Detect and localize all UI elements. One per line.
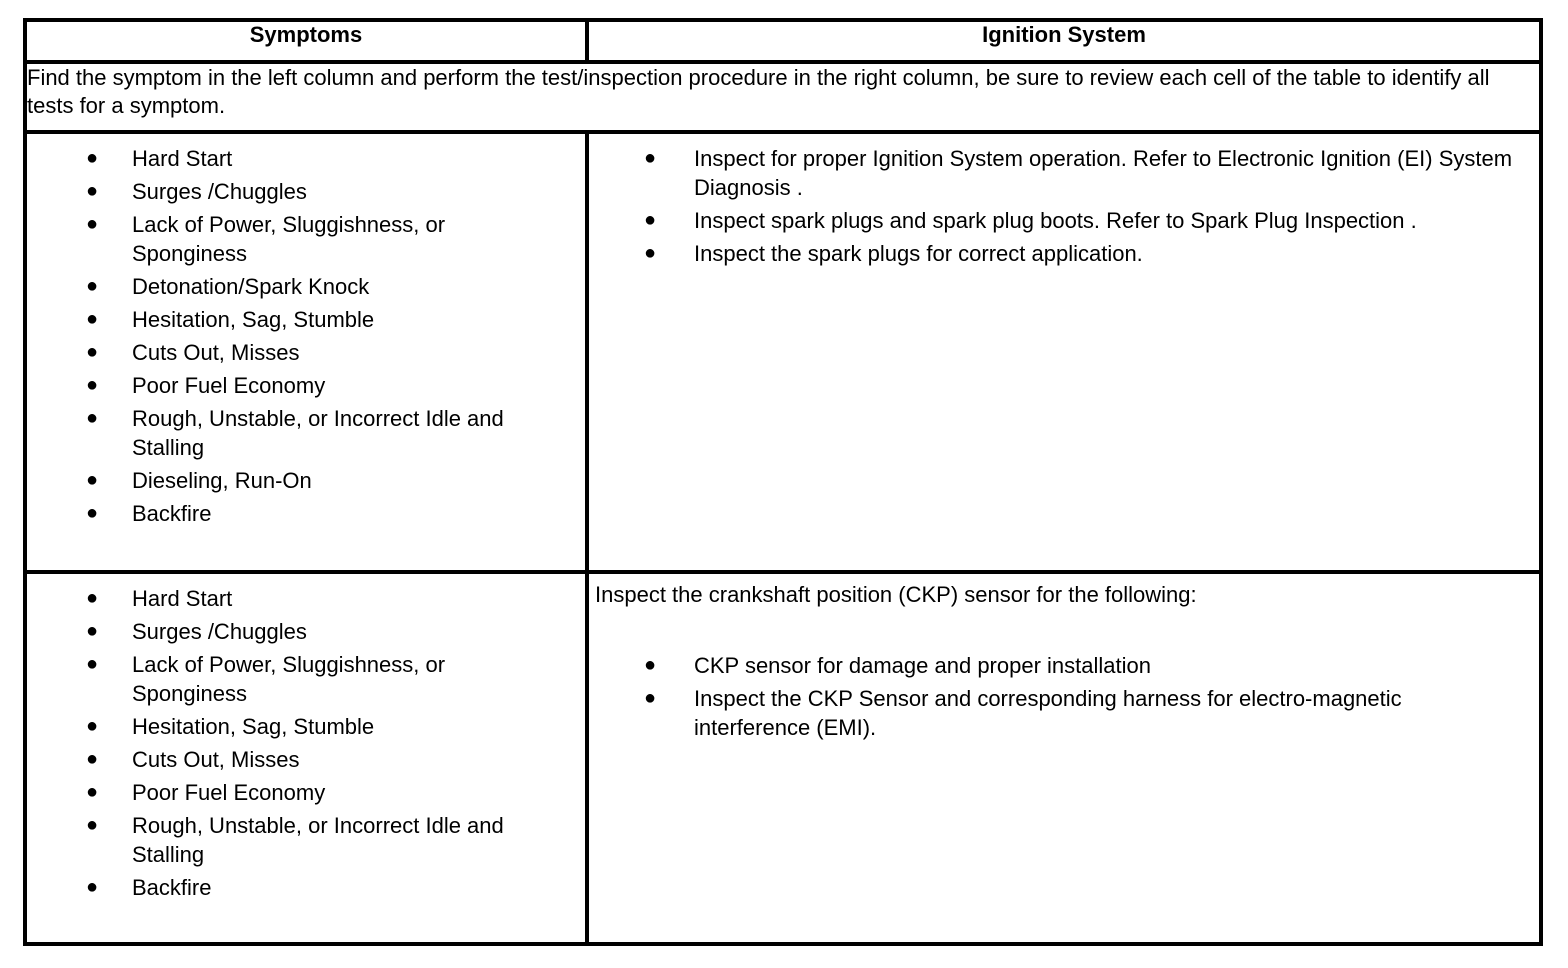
symptom-item xyxy=(86,466,565,495)
bullet-icon: ● xyxy=(86,275,99,297)
symptom-item-text: Hesitation, Sag, Stumble xyxy=(132,307,375,332)
symptom-item xyxy=(86,144,565,173)
symptom-item-text: Cuts Out, Misses xyxy=(132,747,300,772)
table-row xyxy=(25,572,1541,944)
procedure-item xyxy=(644,206,1523,235)
bullet-icon: ● xyxy=(86,502,99,524)
symptom-item xyxy=(86,305,565,334)
procedure-item-text: Inspect the CKP Sensor and corresponding harness for electro-magnetic interference (EMI). xyxy=(694,686,1402,740)
symptom-item-text: Surges /Chuggles xyxy=(132,619,307,644)
symptom-item xyxy=(86,177,565,206)
symptom-item-text: Lack of Power, Sluggishness, or Sponginess xyxy=(132,212,446,266)
bullet-icon: ● xyxy=(86,180,99,202)
procedure-item-text: Inspect for proper Ignition System operation. Refer to Electronic Ignition (EI) System Diagnosis . xyxy=(694,146,1513,200)
table-header-row xyxy=(25,20,1541,62)
table-row xyxy=(25,132,1541,572)
procedure-cell xyxy=(587,132,1541,572)
bullet-icon: ● xyxy=(86,469,99,491)
symptom-item-text: Backfire xyxy=(132,875,212,900)
bullet-icon: ● xyxy=(644,242,657,264)
bullet-icon: ● xyxy=(644,209,657,231)
symptom-item xyxy=(86,371,565,400)
symptom-item xyxy=(86,617,565,646)
symptom-item xyxy=(86,404,565,462)
symptom-list xyxy=(27,134,585,528)
symptom-item-text: Detonation/Spark Knock xyxy=(132,274,370,299)
symptom-item-text: Cuts Out, Misses xyxy=(132,340,300,365)
diagnostic-table xyxy=(23,18,1543,946)
procedure-item-text: Inspect spark plugs and spark plug boots. Refer to Spark Plug Inspection . xyxy=(694,208,1417,233)
symptom-item xyxy=(86,712,565,741)
bullet-icon: ● xyxy=(86,814,99,836)
bullet-icon: ● xyxy=(86,653,99,675)
symptom-item-text: Backfire xyxy=(132,501,212,526)
symptom-item xyxy=(86,338,565,367)
symptoms-cell xyxy=(25,132,587,572)
symptom-item xyxy=(86,811,565,869)
symptom-item xyxy=(86,499,565,528)
procedure-list xyxy=(589,134,1539,268)
procedure-item xyxy=(644,684,1523,742)
bullet-icon: ● xyxy=(86,374,99,396)
bullet-icon: ● xyxy=(86,213,99,235)
symptom-item-text: Hesitation, Sag, Stumble xyxy=(132,714,375,739)
symptom-item-text: Rough, Unstable, or Incorrect Idle and Stalling xyxy=(132,813,504,867)
bullet-icon: ● xyxy=(86,620,99,642)
bullet-icon: ● xyxy=(86,715,99,737)
symptom-item xyxy=(86,584,565,613)
procedure-item xyxy=(644,651,1523,680)
symptom-item xyxy=(86,873,565,902)
procedure-item xyxy=(644,144,1523,202)
bullet-icon: ● xyxy=(86,308,99,330)
bullet-icon: ● xyxy=(644,687,657,709)
bullet-icon: ● xyxy=(86,341,99,363)
symptom-list xyxy=(27,574,585,902)
symptom-item-text: Surges /Chuggles xyxy=(132,179,307,204)
symptom-item-text: Hard Start xyxy=(132,146,233,171)
symptoms-cell xyxy=(25,572,587,944)
ignition-system-column-header: Ignition System xyxy=(587,20,1541,62)
procedure-list xyxy=(589,609,1539,742)
symptom-item-text: Hard Start xyxy=(132,586,233,611)
symptom-item-text: Rough, Unstable, or Incorrect Idle and Stalling xyxy=(132,406,504,460)
intro-instructions: Find the symptom in the left column and perform the test/inspection procedure in the right column, be sure to review each cell of the table to identify all tests for a symptom. xyxy=(25,62,1541,132)
bullet-icon: ● xyxy=(86,407,99,429)
bullet-icon: ● xyxy=(86,587,99,609)
procedure-item-text: Inspect the spark plugs for correct application. xyxy=(694,241,1143,266)
bullet-icon: ● xyxy=(644,654,657,676)
procedure-item-text: CKP sensor for damage and proper installation xyxy=(694,653,1151,678)
procedure-cell xyxy=(587,572,1541,944)
ckp-intro-text: Inspect the crankshaft position (CKP) sensor for the following: xyxy=(595,582,1197,607)
symptom-item-text: Poor Fuel Economy xyxy=(132,373,326,398)
symptom-item-text: Dieseling, Run-On xyxy=(132,468,312,493)
symptoms-column-header: Symptoms xyxy=(25,20,587,62)
symptom-item xyxy=(86,650,565,708)
procedure-item xyxy=(644,239,1523,268)
bullet-icon: ● xyxy=(86,748,99,770)
bullet-icon: ● xyxy=(86,781,99,803)
intro-row xyxy=(25,62,1541,132)
bullet-icon: ● xyxy=(644,147,657,169)
symptom-item xyxy=(86,210,565,268)
symptom-item xyxy=(86,778,565,807)
symptom-item xyxy=(86,272,565,301)
symptom-item-text: Poor Fuel Economy xyxy=(132,780,326,805)
symptom-item-text: Lack of Power, Sluggishness, or Sponginess xyxy=(132,652,446,706)
bullet-icon: ● xyxy=(86,147,99,169)
symptom-item xyxy=(86,745,565,774)
bullet-icon: ● xyxy=(86,876,99,898)
